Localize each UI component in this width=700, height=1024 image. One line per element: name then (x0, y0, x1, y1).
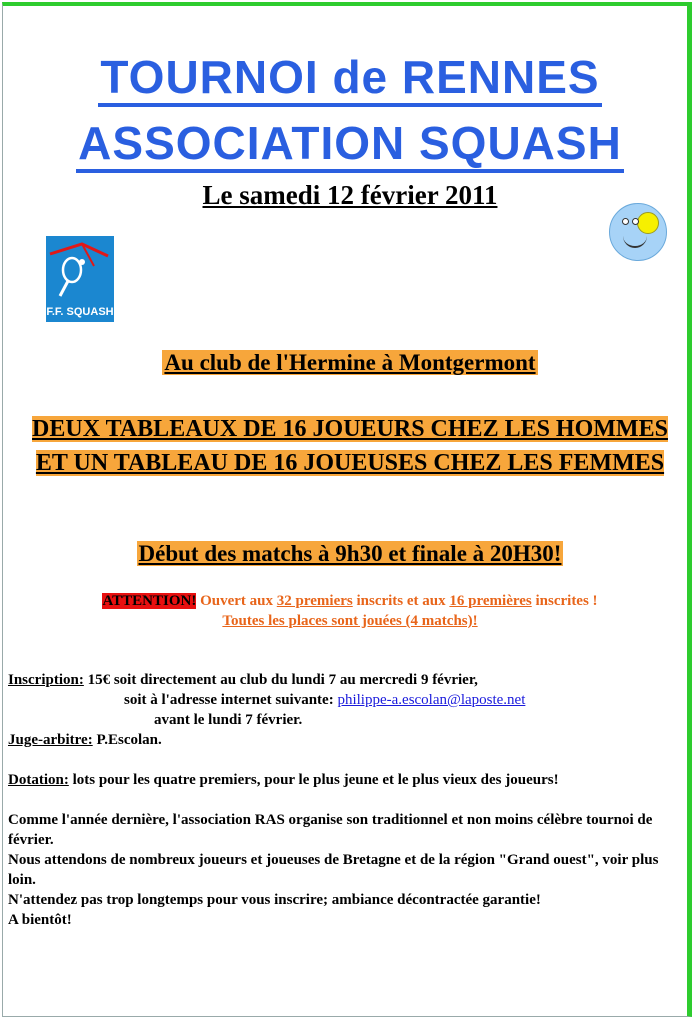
inscription-line: Inscription: 15€ soit directement au club du lundi 7 au mercredi 9 février, (8, 672, 478, 688)
squash-ball-icon (609, 203, 667, 261)
dotation-line: Dotation: lots pour les quatre premiers, pour le plus jeune et le plus vieux des joueurs! (8, 772, 559, 788)
inscription-email-line: soit à l'adresse internet suivante: philippe-a.escolan@laposte.net (124, 692, 526, 708)
title-line-1: TOURNOI de RENNES (0, 52, 700, 102)
ff-squash-logo (46, 236, 114, 322)
paragraph-1: Comme l'année dernière, l'association RAS organise son traditionnel et non moins célèbre tournoi de février. (8, 812, 653, 848)
racket-icon (46, 236, 114, 300)
draws-info: DEUX TABLEAUX DE 16 JOUEURS CHEZ LES HOMMES ET UN TABLEAU DE 16 JOUEUSES CHEZ LES FEMMES (32, 416, 668, 476)
email-link[interactable]: philippe-a.escolan@laposte.net (337, 692, 526, 708)
paragraph-2: Nous attendons de nombreux joueurs et joueuses de Bretagne et de la région "Grand ouest", voir plus loin. (8, 852, 659, 888)
title-line-2: ASSOCIATION SQUASH (0, 118, 700, 168)
attention-line: ATTENTION! Ouvert aux 32 premiers inscrits et aux 16 premières inscrites ! (102, 593, 598, 609)
logo-text: F.F. SQUASH (46, 306, 114, 318)
attention-note: Toutes les places sont jouées (4 matchs)! (222, 613, 478, 629)
referee-line: Juge-arbitre: P.Escolan. (8, 732, 162, 748)
venue: Au club de l'Hermine à Montgermont (164, 350, 536, 375)
schedule: Début des matchs à 9h30 et finale à 20H30! (138, 541, 562, 566)
details (8, 670, 688, 930)
paragraph-4: A bientôt! (8, 912, 72, 928)
event-date: Le samedi 12 février 2011 (202, 180, 498, 210)
inscription-deadline: avant le lundi 7 février. (154, 712, 303, 728)
paragraph-3: N'attendez pas trop longtemps pour vous inscrire; ambiance décontractée garantie! (8, 892, 541, 908)
attention-label: ATTENTION! (102, 593, 197, 609)
